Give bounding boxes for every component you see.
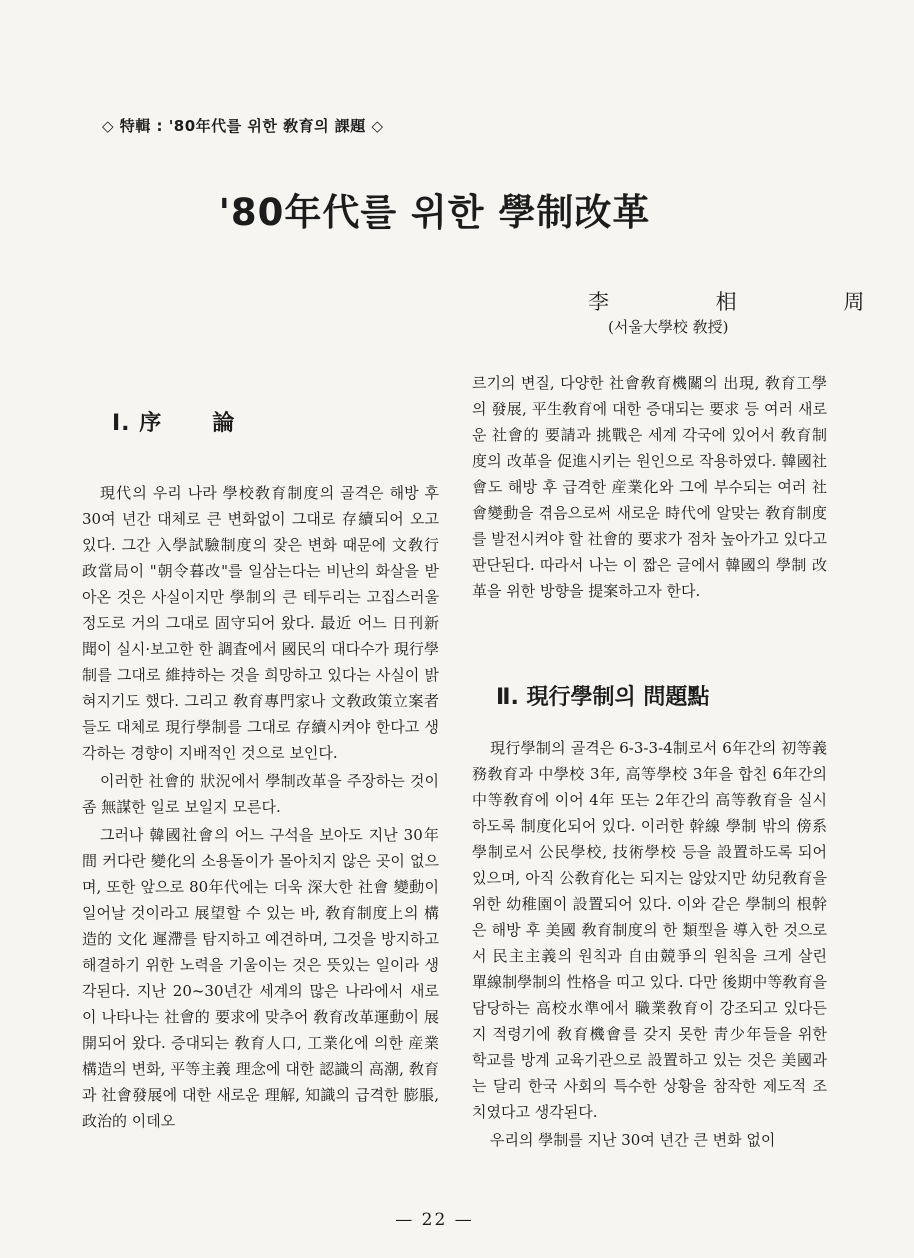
section-heading-1: [112, 406, 235, 437]
author-affiliation: (서울大學校 敎授): [608, 318, 729, 336]
right-column-top: [472, 370, 827, 604]
paragraph: 우리의 學制를 지난 30여 년간 큰 변화 없이: [490, 1131, 776, 1149]
left-column: [82, 480, 439, 1134]
section-1-numeral: Ⅰ.: [112, 411, 131, 436]
author-name: 李 相 周: [588, 290, 914, 314]
paragraph: 現行學制의 골격은 6-3-3-4制로서 6年간의 初等義務敎育과 中學校 3年, 高等學校 3年을 합친 6年간의 中等敎育에 이어 4年 또는 2年간의 高等敎育을 실시하도록 制度化되어 있다. 이러한 幹線 學制 밖의 傍系學制로서 公民學校, 技術學校 등을 設置하도록 되어 있으며, 아직 公敎育化는 되지는 않았지만 幼兒敎育을 위한 幼稚園이 設置되어 있다. 이와 같은 學制의 根幹은 해방 후 美國 敎育制度의 한 類型을 導入한 것으로서 民主主義의 원칙과 自由競爭의 원칙을 크게 살린 單線制學制의 性格을 띠고 있다. 다만 後期中等敎育을 담당하는 高校水準에서 職業敎育이 강조되고 있다든지 적령기에 敎育機會를 갖지 못한 靑少年들을 위한 학교를 방계 교육기관으로 設置하고 있는 것은 美國과는 달리 한국 사회의 특수한 상황을 참작한 제도적 조치였다고 생각된다.: [472, 739, 827, 1121]
article-title: '80年代를 위한 學制改革: [218, 191, 651, 234]
paragraph: 르기의 변질, 다양한 社會敎育機關의 出現, 敎育工學의 發展, 平生敎育에 대한 증대되는 要求 등 여러 새로운 社會的 要請과 挑戰은 세계 각국에 있어서 敎育制度의 改革을 促進시키는 원인으로 작용하였다. 韓國社會도 해방 후 급격한 産業化와 그에 부수되는 여러 社會變動을 겪음으로써 새로운 時代에 알맞는 敎育制度를 발전시켜야 할 社會的 要求가 점차 높아가고 있다고 판단된다. 따라서 나는 이 짧은 글에서 韓國의 學制 改革을 위한 방향을 提案하고자 한다.: [472, 374, 827, 600]
section-1-title-a: 序: [139, 411, 163, 436]
page-number: — 22 —: [395, 1210, 474, 1230]
paragraph: 現代의 우리 나라 學校敎育制度의 골격은 해방 후 30여 년간 대체로 큰 변화없이 그대로 存續되어 오고 있다. 그간 入學試驗制度의 잦은 변화 때문에 文敎行政當局이 "朝令暮改"를 일삼는다는 비난의 화살을 받아온 것은 사실이지만 學制의 큰 테두리는 고집스러울 정도로 거의 그대로 固守되어 왔다. 最近 어느 日刊新聞이 실시·보고한 한 調査에서 國民의 대다수가 現行學制를 그대로 維持하는 것을 희망하고 있다는 사실이 밝혀지기도 했다. 그리고 敎育專門家나 文敎政策立案者들도 대체로 現行學制를 그대로 存續시켜야 한다고 생각하는 경향이 지배적인 것으로 보인다.: [82, 484, 439, 762]
paragraph: 그러나 韓國社會의 어느 구석을 보아도 지난 30年間 커다란 變化의 소용돌이가 몰아치지 않은 곳이 없으며, 또한 앞으로 80年代에는 더욱 深大한 社會 變動이 일어날 것이라고 展望할 수 있는 바, 敎育制度上의 構造的 文化 遲滯를 탐지하고 예견하며, 그것을 방지하고 해결하기 위한 노력을 기울이는 것은 뜻있는 일이라 생각된다. 지난 20~30년간 세계의 많은 나라에서 새로이 나타나는 社會的 要求에 맞추어 敎育改革運動이 展開되어 왔다. 증대되는 敎育人口, 工業化에 의한 産業構造의 변화, 平等主義 理念에 대한 認識의 高潮, 敎育과 社會發展에 대한 새로운 理解, 知識의 급격한 膨脹, 政治的 이데오: [82, 826, 439, 1130]
running-head: ◇ 特輯 : '80年代를 위한 敎育의 課題 ◇: [102, 117, 384, 135]
section-1-title-b: 論: [212, 411, 236, 436]
paragraph: 이러한 社會的 狀況에서 學制改革을 주장하는 것이 좀 無謀한 일로 보일지 모른다.: [82, 772, 439, 816]
right-column-bottom: [472, 735, 827, 1153]
section-heading-2: Ⅱ. 現行學制의 問題點: [496, 685, 710, 710]
